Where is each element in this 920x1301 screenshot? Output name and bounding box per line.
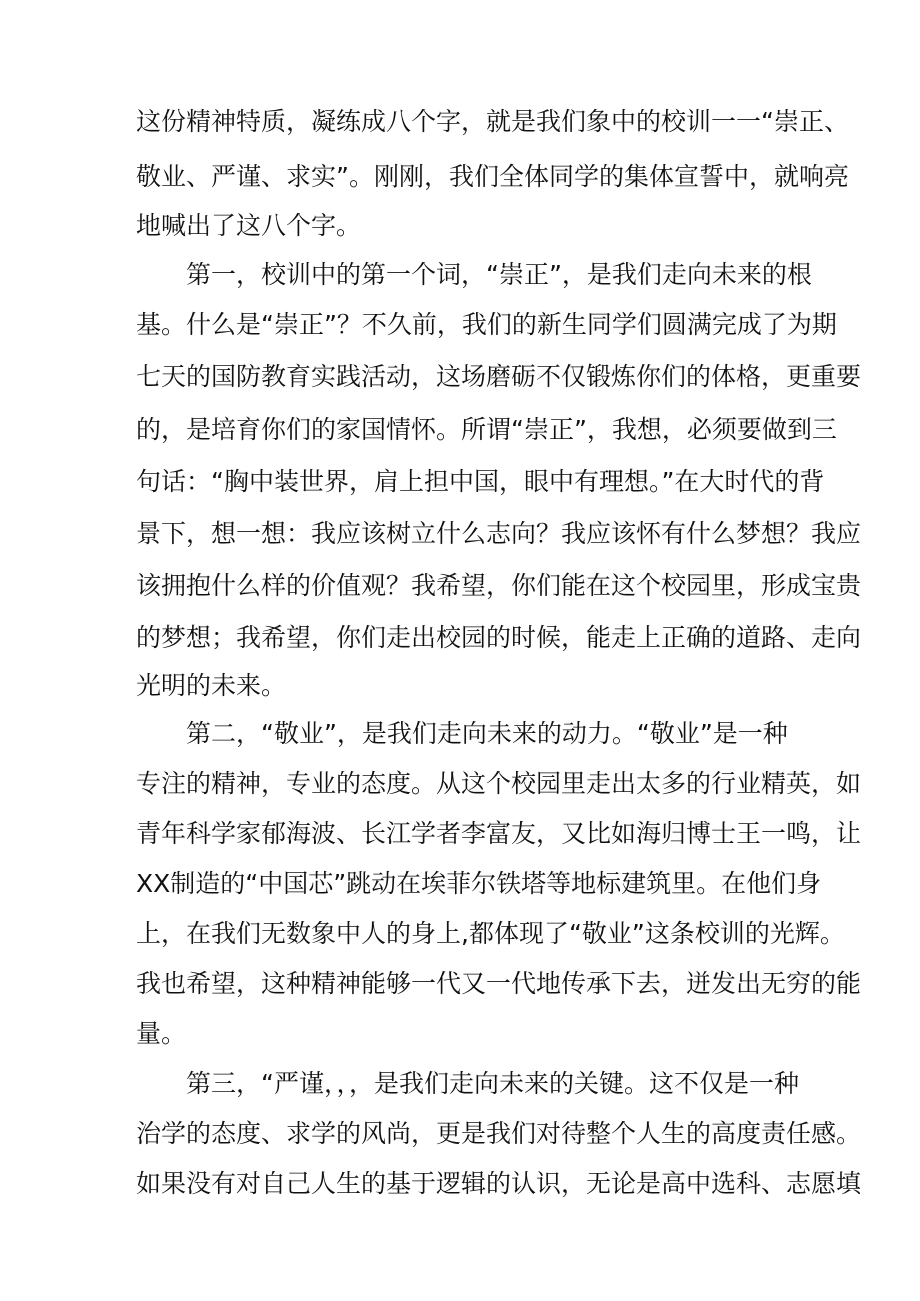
text-line: 我也希望，这种精神能够一代又一代地传承下去，迸发出无穷的能 [136,969,862,998]
text-line: XX制造的“中国芯”跳动在埃菲尔铁塔等地标建筑里。在他们身 [136,869,822,898]
text-line: 的梦想；我希望，你们走出校园的时候，能走上正确的道路、走向 [136,623,862,652]
text-line: 上，在我们无数象中人的身上,都体现了“敬业”这条校训的光辉。 [136,919,845,948]
paragraph-first-line: 第一，校训中的第一个词，“崇正”，是我们走向未来的根 [186,260,812,289]
text-line: 基。什么是“崇正”？不久前，我们的新生同学们圆满完成了为期 [136,310,837,339]
text-line: 量。 [136,1019,187,1048]
text-line: 这份精神特质，凝练成八个字，就是我们象中的校训一一“崇正、 [136,107,849,136]
text-line: 治学的态度、求学的风尚，更是我们对待整个人生的高度责任感。 [136,1119,862,1148]
text-line: 青年科学家郁海波、长江学者李富友，又比如海归博士王一鸣，让 [136,819,862,848]
text-line: 光明的未来。 [136,671,287,700]
text-line: 地喊出了这八个字。 [136,211,362,240]
text-line: 句话：“胸中装世界，肩上担中国，眼中有理想。”在大时代的背 [136,467,825,496]
text-line: 如果没有对自己人生的基于逻辑的认识，无论是高中选科、志愿填 [136,1169,862,1198]
text-line: 专注的精神，专业的态度。从这个校园里走出太多的行业精英，如 [136,769,862,798]
text-line: 该拥抱什么样的价值观？我希望，你们能在这个校园里，形成宝贵 [136,571,862,600]
text-line: 敬业、严谨、求实”。刚刚，我们全体同学的集体宣誓中，就响亮 [136,162,849,191]
paragraph-first-line: 第三，“严谨，，，是我们走向未来的关键。这不仅是一种 [186,1069,799,1098]
paragraph-first-line: 第二，“敬业”，是我们走向未来的动力。“敬业”是一种 [186,719,788,748]
text-line: 景下，想一想：我应该树立什么志向？我应该怀有什么梦想？我应 [136,519,862,548]
text-line: 的，是培育你们的家国情怀。所谓“崇正”，我想，必须要做到三 [136,415,837,444]
text-line: 七天的国防教育实践活动，这场磨砺不仅锻炼你们的体格，更重要 [136,362,862,391]
